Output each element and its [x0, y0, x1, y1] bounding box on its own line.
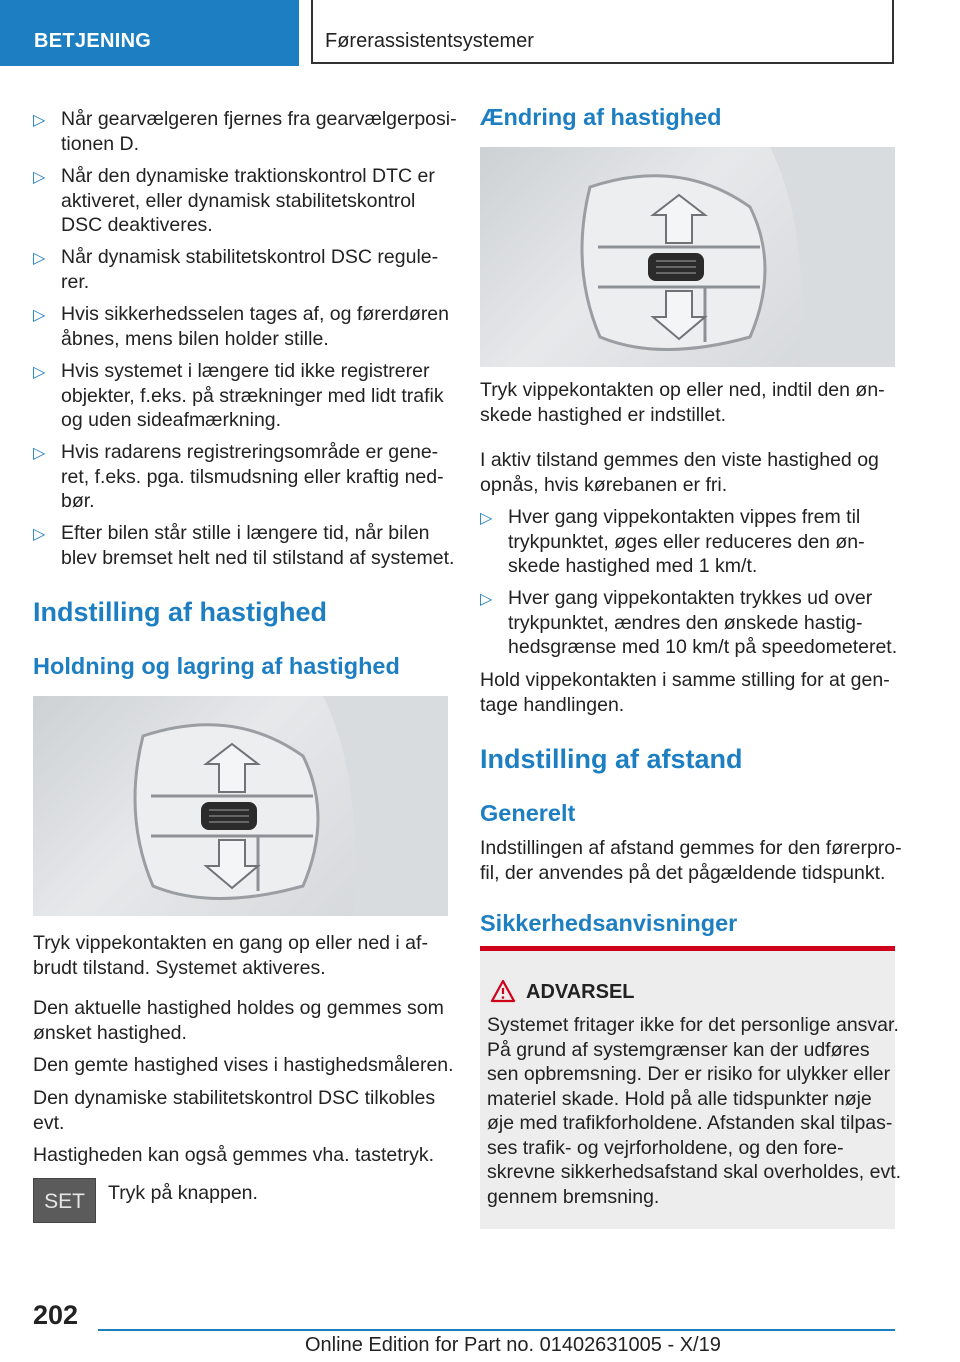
left-bullet-text: åbnes, mens bilen holder stille. — [61, 327, 329, 350]
footer-rule — [98, 1329, 895, 1331]
left-bullet-text: tionen D. — [61, 132, 140, 155]
left-para-line: Den aktuelle hastighed holdes og gemmes som — [33, 997, 444, 1019]
warning-text-line: gennem bremsning. — [487, 1185, 660, 1208]
heading-distance-setting: Indstilling af afstand — [480, 744, 743, 774]
right-para3-line: fil, der anvendes på det pågældende tidspunkt. — [480, 861, 886, 884]
rocker-switch-illustration — [33, 696, 448, 916]
warning-text-line: skrevne sikkerhedsafstand skal overholdes, evt. — [487, 1161, 902, 1183]
bullet-triangle-icon: ▷ — [480, 510, 493, 527]
right-para2-line: tage handlingen. — [480, 693, 625, 716]
heading-speed-setting: Indstilling af hastighed — [33, 597, 328, 627]
left-bullet-text: Når gearvælgeren fjernes fra gearvælgerposi- — [61, 108, 457, 130]
right-bullet-text: Hver gang vippekontakten vippes frem til — [508, 506, 861, 528]
left-bullet-text: blev bremset helt ned til stilstand af systemet. — [61, 546, 455, 569]
left-bullet-text: DSC deaktiveres. — [61, 214, 213, 236]
steering-wheel-switch-photo-2 — [480, 147, 895, 367]
bullet-triangle-icon: ▷ — [33, 169, 46, 186]
header-chapter: Førerassistentsystemer — [325, 30, 534, 52]
steering-wheel-switch-photo — [33, 696, 448, 916]
page-number: 202 — [33, 1300, 79, 1330]
set-key-text: Tryk på knappen. — [108, 1182, 258, 1204]
bullet-triangle-icon: ▷ — [33, 250, 46, 267]
right-bullet-text: skede hastighed med 1 km/t. — [508, 555, 758, 577]
bullet-triangle-icon: ▷ — [33, 445, 46, 462]
warning-text-line: På grund af systemgrænser kan der udføres — [487, 1038, 870, 1061]
left-para-line: ønsket hastighed. — [33, 1021, 187, 1044]
header-chapter-box — [311, 0, 894, 64]
right-bullet-text: Hver gang vippekontakten trykkes ud over — [508, 587, 873, 609]
left-bullet-text: Når den dynamiske traktionskontrol DTC er — [61, 165, 435, 187]
heading-general: Generelt — [480, 800, 576, 826]
left-bullet-text: Hvis sikkerhedsselen tages af, og førerdøren — [61, 303, 450, 325]
footer-edition: Online Edition for Part no. 01402631005 - X/19 — [305, 1334, 721, 1356]
right-para-line: I aktiv tilstand gemmes den viste hastighed og — [480, 449, 879, 471]
left-para-line: Den dynamiske stabilitetskontrol DSC tilkobles — [33, 1087, 436, 1109]
warning-text-line: materiel skade. Hold på alle tidspunkter nøje — [487, 1087, 872, 1110]
right-bullet-text: trykpunktet, øges eller reduceres den øn- — [508, 530, 865, 553]
left-bullet-text: Hvis systemet i længere tid ikke registrerer — [61, 360, 430, 382]
right-para-line: skede hastighed er indstillet. — [480, 403, 727, 426]
left-para-line: Hastigheden kan også gemmes vha. tastetryk. — [33, 1144, 435, 1166]
left-bullet-text: rer. — [61, 270, 90, 293]
heading-safety: Sikkerhedsanvisninger — [480, 910, 738, 936]
warning-triangle-icon — [490, 979, 516, 1003]
warning-title: ADVARSEL — [526, 981, 635, 1003]
left-bullet-text: objekter, f.eks. på strækninger med lidt trafik — [61, 384, 444, 407]
warning-text-line: Systemet fritager ikke for det personlige ansvar. — [487, 1014, 899, 1036]
bullet-triangle-icon: ▷ — [33, 364, 46, 381]
left-bullet-text: bør. — [61, 490, 95, 512]
left-para-line: evt. — [33, 1111, 65, 1134]
rocker-switch-illustration-2 — [480, 147, 895, 367]
bullet-triangle-icon: ▷ — [33, 112, 46, 129]
left-para-line: Den gemte hastighed vises i hastighedsmåleren. — [33, 1054, 454, 1076]
left-bullet-text: aktiveret, eller dynamisk stabilitetskontrol — [61, 189, 416, 212]
warning-text-line: ses trafik- og vejrforholdene, og den fore- — [487, 1136, 844, 1159]
right-para3-line: Indstillingen af afstand gemmes for den førerpro- — [480, 837, 902, 859]
left-bullet-text: og uden sideafmærkning. — [61, 409, 282, 431]
right-para-line: opnås, hvis kørebanen er fri. — [480, 473, 728, 496]
left-bullet-text: Efter bilen står stille i længere tid, når bilen — [61, 522, 430, 544]
header-section-tab — [0, 0, 299, 66]
bullet-triangle-icon: ▷ — [480, 591, 493, 608]
left-para-line: brudt tilstand. Systemet aktiveres. — [33, 956, 326, 979]
warning-box — [480, 946, 902, 1229]
bullet-triangle-icon: ▷ — [33, 307, 46, 324]
warning-text-line: sen opbremsning. Der er risiko for ulykker eller — [487, 1063, 891, 1085]
heading-hold-store-speed: Holdning og lagring af hastighed — [33, 653, 400, 679]
right-para2-line: Hold vippekontakten i samme stilling for at gen- — [480, 669, 890, 691]
right-bullet-text: trykpunktet, ændres den ønskede hastig- — [508, 611, 863, 634]
header-section: BETJENING — [34, 30, 152, 52]
left-bullet-text: ret, f.eks. pga. tilsmudsning eller kraftig ned- — [61, 465, 444, 488]
left-para-line: Tryk vippekontakten en gang op eller ned i af- — [33, 932, 428, 954]
set-key-icon: SET — [33, 1178, 96, 1223]
warning-text-line: øje med trafikforholdene. Afstanden skal tilpas- — [487, 1112, 893, 1134]
left-bullet-text: Hvis radarens registreringsområde er gene- — [61, 441, 439, 463]
bullet-triangle-icon: ▷ — [33, 526, 46, 543]
heading-change-speed: Ændring af hastighed — [480, 104, 722, 130]
left-bullet-text: Når dynamisk stabilitetskontrol DSC regule- — [61, 246, 439, 268]
right-para-line: Tryk vippekontakten op eller ned, indtil den øn- — [480, 379, 885, 401]
right-bullet-text: hedsgrænse med 10 km/t på speedometeret. — [508, 636, 898, 658]
